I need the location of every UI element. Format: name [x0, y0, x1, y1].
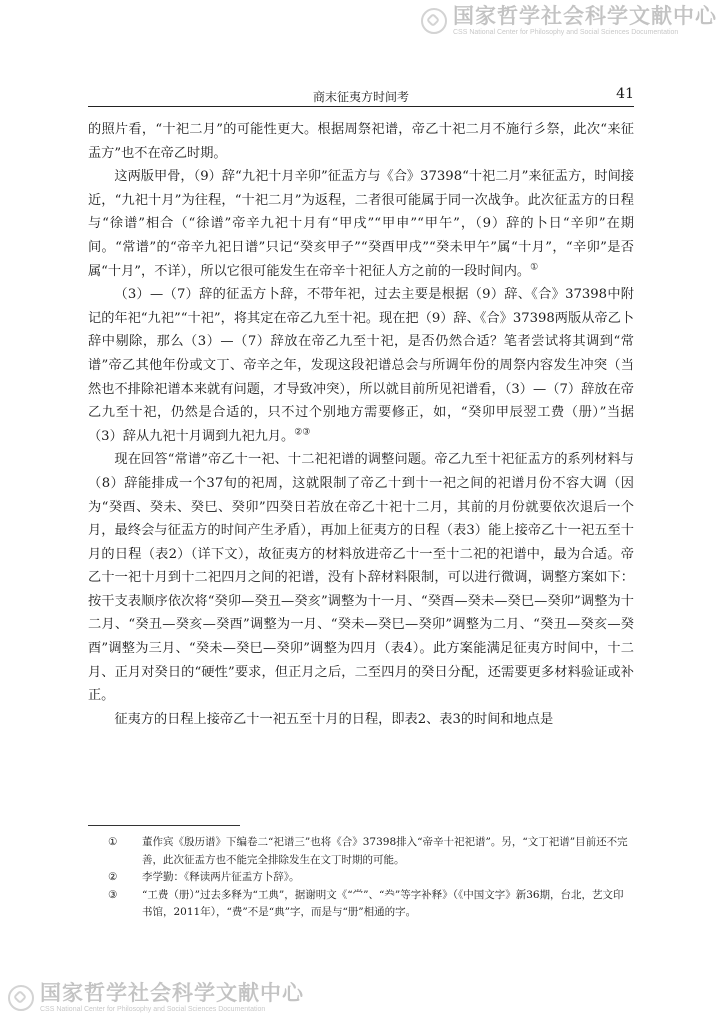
csss-logo-icon [8, 985, 34, 1011]
csss-logo-icon [421, 8, 447, 34]
watermark-bottom [8, 982, 304, 1014]
watermark-title: 国家哲学社会科学文献中心 [453, 4, 717, 28]
paragraph-1: 的照片看，“十祀二月”的可能性更大。根据周祭祀谱，帝乙十祀二月不施行彡祭，此次“来征盂方”也不在帝乙时期。 [88, 122, 634, 161]
footnote-mark: ② [108, 871, 118, 883]
paragraph-4: 现在回答“常谱”帝乙十一祀、十二祀祀谱的调整问题。帝乙九至十祀征盂方的系列材料与（8）辞能排成一个37旬的祀周，这就限制了帝乙十到十一祀之间的祀谱月份不容大调（因为“癸酉、癸未、癸巳、癸卯”四癸日若放在帝乙十祀十二月，其前的月份就要依次退后一个月，最终会与征盂方的时间产生矛盾），再加上征夷方的日程（表3）能上接帝乙十一祀五至十月的日程（表2）（详下文），故征夷方的材料放进帝乙十一至十二祀的祀谱中，最为合适。帝乙十一祀十月到十二祀四月之间的祀谱，没有卜辞材料限制，可以进行微调，调整方案如下：按干支表顺序依次将“癸卯—癸丑—癸亥”调整为十一月、“癸酉—癸未—癸巳—癸卯”调整为十二月、“癸丑—癸亥—癸酉”调整为一月、“癸未—癸巳—癸卯”调整为二月、“癸丑—癸亥—癸酉”调整为三月、“癸未—癸巳—癸卯”调整为四月（表4）。此方案能满足征夷方时间中，十二月、正月对癸日的“硬性”要求，但正月之后，二至四月的癸日分配，还需要更多材料验证或补正。 [88, 452, 634, 704]
body-text [88, 118, 634, 731]
running-title: 商末征夷方时间考 [312, 90, 409, 104]
footnote-text: 董作宾《殷历谱》下编卷二“祀谱三”也将《合》37398排入“帝辛十祀祀谱”。另，“文丁祀谱”目前还不完善，此次征盂方也不能完全排除发生在文丁时期的可能。 [142, 836, 628, 866]
paragraph-3: （3）—（7）辞的征盂方卜辞，不带年祀，过去主要是根据（9）辞、《合》37398中附记的年祀“九祀”“十祀”，将其定在帝乙九至十祀。现在把（9）辞、《合》37398两版从帝乙卜辞中剔除，那么（3）—（7）辞放在帝乙九至十祀，是否仍然合适？笔者尝试将其调到“常谱”帝乙其他年份或文丁、帝辛之年，发现这段祀谱总会与所调年份的周祭内容发生冲突（当然也不排除祀谱本来就有问题，才导致冲突），所以就目前所见祀谱看，（3）—（7）辞放在帝乙九至十祀，仍然是合适的，只不过个别地方需要修正，如，“癸卯甲辰翌工费（册）”当据（3）辞从九祀十月调到九祀九月。②③ [88, 287, 634, 444]
watermark-title: 国家哲学社会科学文献中心 [40, 981, 304, 1005]
footnote-ref-2[interactable]: ② [294, 427, 303, 438]
footnote-text: 李学勤：《释读两片征盂方卜辞》。 [142, 871, 300, 883]
footnote-mark: ③ [108, 888, 118, 901]
footnotes [88, 834, 634, 922]
paragraph-5: 征夷方的日程上接帝乙十一祀五至十月的日程，即表2、表3的时间和地点是 [114, 711, 554, 727]
paragraph-2: 这两版甲骨，（9）辞“九祀十月辛卯”征盂方与《合》37398“十祀二月”来征盂方，时间接近，“九祀十月”为往程，“十祀二月”为返程，二者很可能属于同一次战争。此次征盂方的日程与“徐谱”相合（“徐谱”帝辛九祀十月有“甲戌”“甲申”“甲午”，（9）辞的卜日“辛卯”在期间。“常谱”的“帝辛九祀日谱”只记“癸亥甲子”“癸酉甲戌”“癸未甲午”属“十月”，“辛卯”是否属“十月”，不详），所以它很可能发生在帝辛十祀征人方之前的一段时间内。① [88, 169, 634, 279]
footnote-rule [88, 825, 240, 826]
footnote-ref-1[interactable]: ① [530, 262, 539, 273]
footnote-text: “工费（册）”过去多释为“工典”，据谢明文《“龸”、“龹”等字补释》（《中国文字》新36期，台北，艺文印书馆，2011年），“费”不是“典”字，而是与“册”相通的字。 [142, 888, 624, 918]
footnote-2 [88, 869, 634, 887]
running-header [88, 88, 634, 104]
header-rule [88, 106, 634, 107]
footnote-1 [88, 834, 634, 869]
watermark-subtitle: CSS National Center for Philosophy and Social Sciences Documentation [453, 29, 679, 36]
page-number: 41 [616, 86, 634, 102]
watermark-top [421, 5, 717, 37]
footnote-3 [88, 887, 634, 922]
footnote-ref-3[interactable]: ③ [302, 427, 311, 438]
footnote-mark: ① [108, 836, 118, 848]
watermark-subtitle: CSS National Center for Philosophy and Social Sciences Documentation [40, 1006, 266, 1013]
